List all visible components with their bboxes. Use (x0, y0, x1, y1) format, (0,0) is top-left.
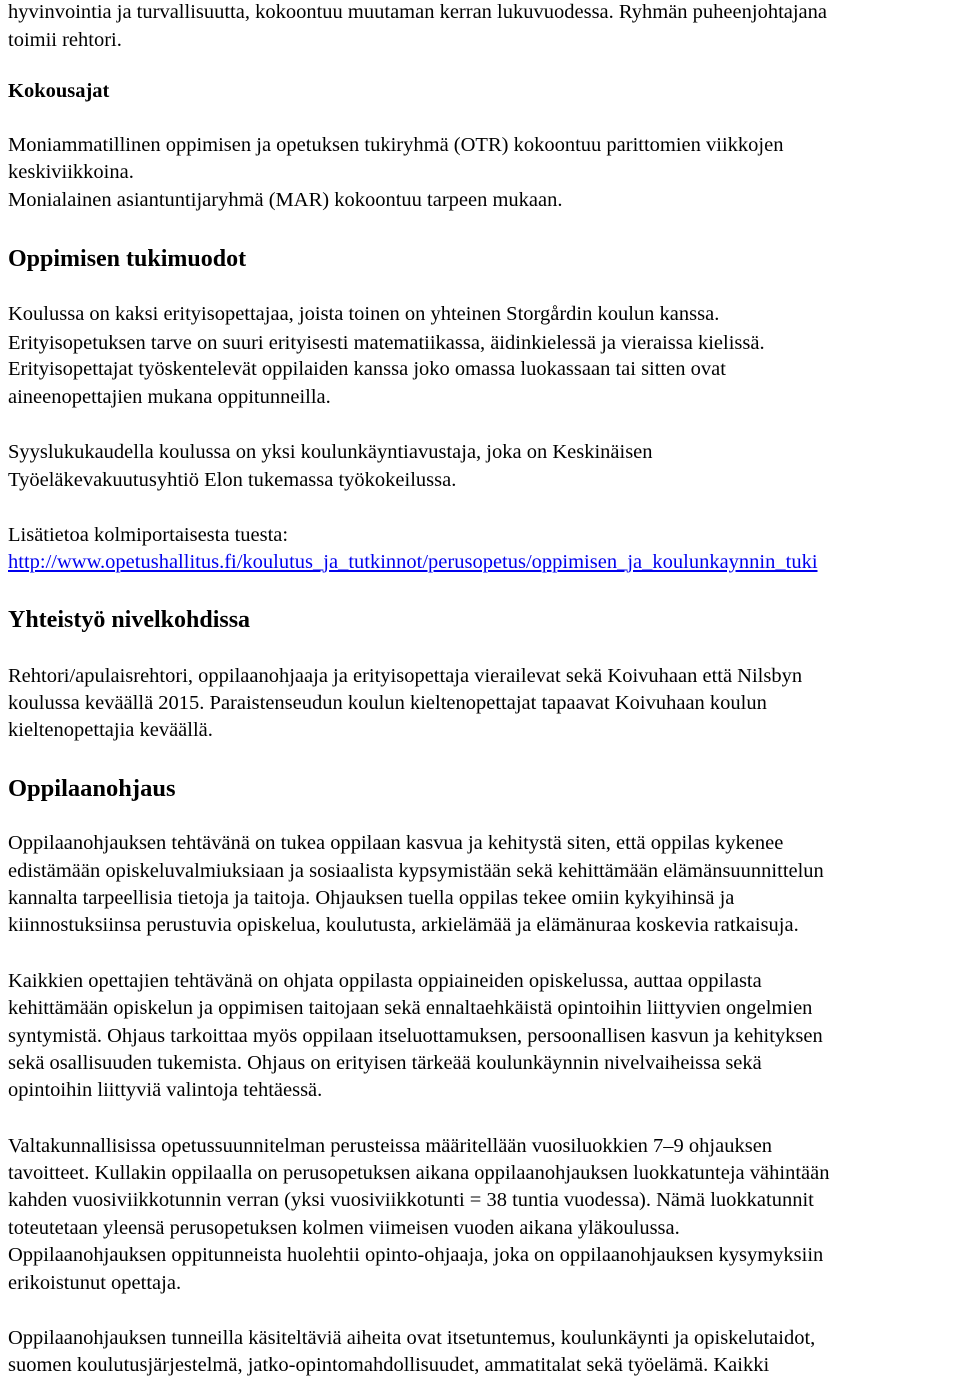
meetings-line-3: Monialainen asiantuntijaryhmä (MAR) kokoontuu tarpeen mukaan. (8, 189, 563, 211)
guidance-line-10: Valtakunnallisissa opetussuunnitelman perusteissa määritellään vuosiluokkien 7–9 ohjauksen (8, 1135, 773, 1157)
support-line-2: Erityisopetuksen tarve on suuri erityisesti matematiikassa, äidinkielessä ja vieraissa kielissä. (8, 332, 765, 354)
guidance-line-16: Oppilaanohjauksen tunneilla käsiteltäviä aiheita ovat itsetuntemus, koulunkäynti ja opiskelutaidot, (8, 1327, 816, 1349)
guidance-line-17: suomen koulutusjärjestelmä, jatko-opintomahdollisuudet, ammatitalat sekä työelämä. Kaikki (8, 1354, 770, 1376)
guidance-line-3: kannalta tarpeellisia tietoja ja taitoja. Ohjauksen tuella oppilas tekee omiin kykyihinsä ja (8, 887, 735, 909)
intro-line-2: toimii rehtori. (8, 29, 122, 51)
guidance-line-2: edistämään opiskeluvalmiuksiaan ja sosiaalista kypsymistään sekä kehittämään elämänsuunnittelun (8, 860, 824, 882)
guidance-line-9: opintoihin liittyviä valintoja tehtäessä. (8, 1079, 323, 1101)
transitions-line-2: koulussa keväällä 2015. Paraistenseudun koulun kieltenopettajat tapaavat Koivuhaan koulun (8, 692, 767, 714)
support-link[interactable]: http://www.opetushallitus.fi/koulutus_ja_tutkinnot/perusopetus/oppimisen_ja_koulunkaynnin_tuki (8, 551, 818, 573)
guidance-line-4: kiinnostuksiinsa perustuvia opiskelua, koulutusta, arkielämää ja elämänuraa koskevia ratkaisuja. (8, 914, 799, 936)
transitions-line-1: Rehtori/apulaisrehtori, oppilaanohjaaja ja erityisopettaja vierailevat sekä Koivuhaan että Nilsbyn (8, 665, 803, 687)
guidance-line-14: Oppilaanohjauksen oppitunneista huolehtii opinto-ohjaaja, joka on oppilaanohjauksen kysymyksiin (8, 1244, 824, 1266)
support-line-7: Lisätietoa kolmiportaisesta tuesta: (8, 524, 289, 546)
support-line-3: Erityisopettajat työskentelevät oppilaiden kanssa joko omassa luokassaan tai sitten ovat (8, 358, 726, 380)
guidance-line-6: kehittämään opiskelun ja oppimisen taitojaan sekä ennaltaehkäistä opintoihin liittyvien ongelmien (8, 997, 813, 1019)
guidance-line-13: toteutetaan yleensä perusopetuksen kolmen viimeisen vuoden aikana yläkoulussa. (8, 1217, 680, 1239)
transitions-line-3: kieltenopettajia keväällä. (8, 719, 213, 741)
support-line-6: Työeläkevakuutusyhtiö Elon tukemassa työkokeilussa. (8, 469, 457, 491)
guidance-line-12: kahden vuosiviikkotunnin verran (yksi vuosiviikkotunti = 38 tuntia vuodessa). Nämä luokkatunnit (8, 1189, 814, 1211)
guidance-line-1: Oppilaanohjauksen tehtävänä on tukea oppilaan kasvua ja kehitystä siten, että oppilas kykenee (8, 832, 784, 854)
meetings-heading: Kokousajat (8, 80, 110, 102)
transitions-heading: Yhteistyö nivelkohdissa (8, 607, 251, 633)
guidance-heading: Oppilaanohjaus (8, 775, 176, 802)
support-line-1: Koulussa on kaksi erityisopettajaa, joista toinen on yhteinen Storgårdin koulun kanssa. (8, 303, 720, 325)
guidance-line-11: tavoitteet. Kullakin oppilaalla on perusopetuksen aikana oppilaanohjauksen luokkatunteja vähintään (8, 1162, 830, 1184)
support-line-5: Syyslukukaudella koulussa on yksi koulunkäyntiavustaja, joka on Keskinäisen (8, 441, 653, 463)
guidance-line-15: erikoistunut opettaja. (8, 1272, 182, 1294)
support-link-line (8, 549, 818, 576)
support-line-4: aineenopettajien mukana oppitunneilla. (8, 386, 331, 408)
support-heading: Oppimisen tukimuodot (8, 246, 247, 272)
guidance-line-5: Kaikkien opettajien tehtävänä on ohjata oppilasta oppiaineiden opiskelussa, auttaa oppilasta (8, 970, 762, 992)
intro-line-1: hyvinvointia ja turvallisuutta, kokoontuu muutaman kerran lukuvuodessa. Ryhmän puheenjohtajana (8, 1, 828, 23)
meetings-line-2: keskiviikkoina. (8, 161, 134, 183)
meetings-line-1: Moniammatillinen oppimisen ja opetuksen tukiryhmä (OTR) kokoontuu parittomien viikkojen (8, 134, 784, 156)
guidance-line-8: sekä osallisuuden tukemista. Ohjaus on erityisen tärkeää koulunkäynnin nivelvaiheissa sekä (8, 1052, 762, 1074)
guidance-line-7: syntymistä. Ohjaus tarkoittaa myös oppilaan itseluottamuksen, persoonallisen kasvun ja kehityksen (8, 1025, 823, 1047)
